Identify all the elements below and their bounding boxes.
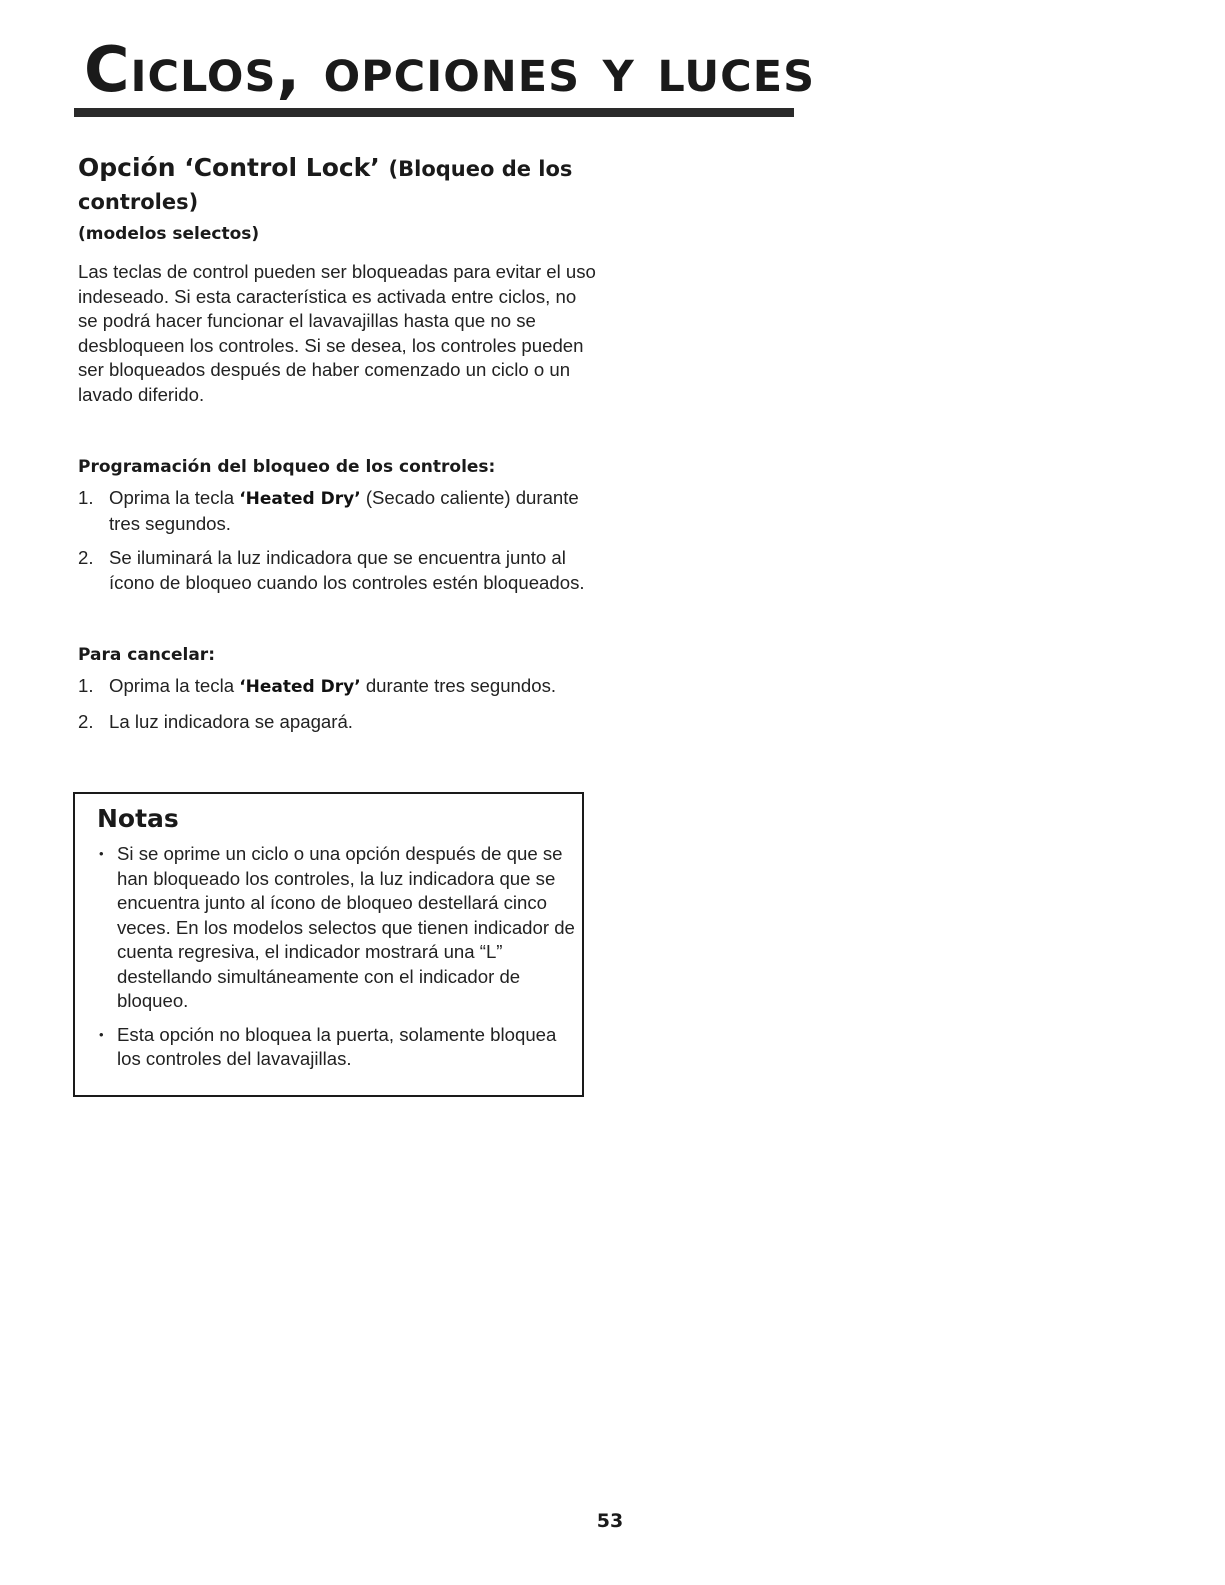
list-item (78, 710, 598, 735)
list-item (78, 546, 598, 595)
list-item (97, 1023, 577, 1072)
key-label: ‘Heated Dry’ (239, 489, 361, 509)
section-heading-sub: (Bloqueo de los controles) (78, 157, 573, 214)
step-text: (Secado caliente) durante tres segundos. (109, 487, 579, 534)
note-text: Esta opción no bloquea la puerta, solamente bloquea los controles del lavavajillas. (117, 1023, 557, 1069)
step-number: 1. (78, 487, 94, 508)
step-text: La luz indicadora se apagará. (109, 710, 353, 732)
list-item (78, 486, 598, 536)
section-heading (78, 152, 618, 218)
intro-paragraph: Las teclas de control pueden ser bloqueadas para evitar el uso indeseado. Si esta característica es activada entre ciclos, no se podrá hacer funcionar el lavavajillas hasta que no se desbloqueen los controles. Si se desea, los controles pueden ser bloqueados después de haber comenzado un ciclo o un lavado diferido. (78, 261, 596, 405)
page-number: 53 (596, 1510, 624, 1532)
notes-box (73, 792, 584, 1097)
models-note: (modelos selectos) (78, 224, 260, 244)
list-item (78, 674, 598, 700)
cancel-steps (78, 674, 598, 744)
notes-list (97, 842, 577, 1081)
programming-steps (78, 486, 598, 605)
step-number: 1. (78, 675, 94, 696)
step-text: Se iluminará la luz indicadora que se encuentra junto al ícono de bloqueo cuando los controles estén bloqueados. (109, 547, 585, 593)
note-text: Si se oprime un ciclo o una opción después de que se han bloqueado los controles, la luz indicadora que se encuentra junto al ícono de bloqueo destellará cinco veces. En los modelos selectos que tienen indicador de cuenta regresiva, el indicador mostrará una “L” destellando simultáneamente con el indicador de bloqueo. (117, 843, 575, 1011)
key-label: ‘Heated Dry’ (239, 677, 361, 697)
list-item (97, 842, 577, 1014)
bullet-icon: • (99, 846, 104, 861)
step-text: Oprima la tecla (109, 487, 240, 508)
notes-title: Notas (97, 804, 179, 833)
cancel-heading: Para cancelar: (78, 645, 215, 665)
step-number: 2. (78, 547, 94, 568)
section-heading-main: Opción ‘Control Lock’ (78, 153, 380, 182)
step-text: Oprima la tecla (109, 675, 240, 696)
step-number: 2. (78, 710, 94, 732)
step-text: durante tres segundos. (360, 675, 557, 696)
programming-heading: Programación del bloqueo de los controles: (78, 457, 496, 477)
bullet-icon: • (99, 1026, 104, 1042)
page-title: Ciclos, opciones y luces (84, 33, 816, 106)
title-rule (74, 108, 794, 117)
